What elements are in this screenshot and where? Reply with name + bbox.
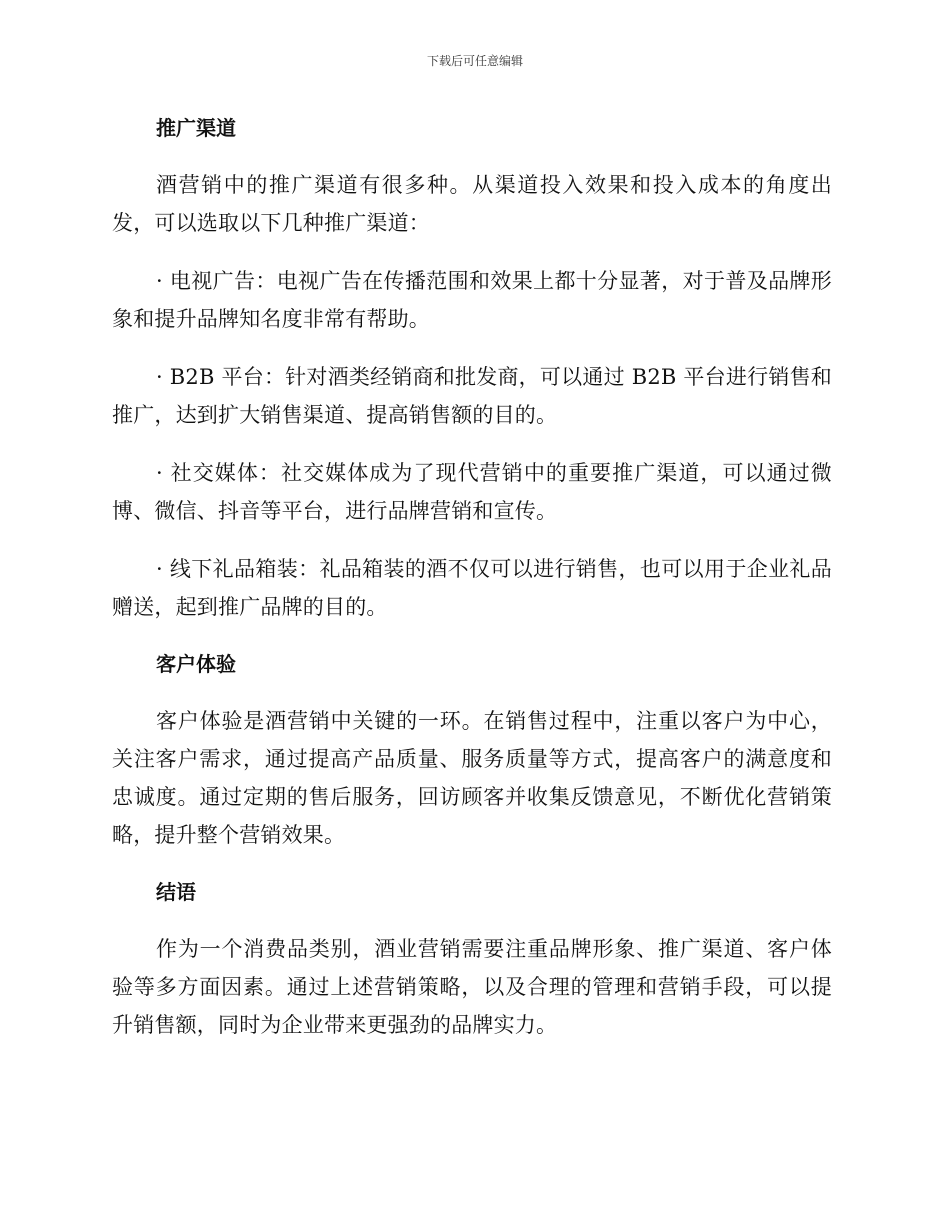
section-heading-conclusion: 结语	[156, 880, 196, 904]
promotion-intro-paragraph: 酒营销中的推广渠道有很多种。从渠道投入效果和投入成本的角度出发，可以选取以下几种推广渠道：	[112, 173, 832, 235]
conclusion-paragraph: 作为一个消费品类别，酒业营销需要注重品牌形象、推广渠道、客户体验等多方面因素。通过上述营销策略，以及合理的管理和营销手段，可以提升销售额，同时为企业带来更强劲的品牌实力。	[112, 937, 832, 1037]
bullet-item-social-media: · 社交媒体：社交媒体成为了现代营销中的重要推广渠道，可以通过微博、微信、抖音等平台，进行品牌营销和宣传。	[112, 461, 832, 523]
bullet-item-gift-box: · 线下礼品箱装：礼品箱装的酒不仅可以进行销售，也可以用于企业礼品赠送，起到推广品牌的目的。	[112, 557, 832, 619]
bullet-item-tv-ads: · 电视广告：电视广告在传播范围和效果上都十分显著，对于普及品牌形象和提升品牌知名度非常有帮助。	[112, 269, 832, 331]
page-header-note: 下载后可任意编辑	[426, 54, 523, 68]
document-body	[112, 108, 832, 1044]
section-heading-promotion: 推广渠道	[156, 116, 236, 140]
section-heading-experience: 客户体验	[156, 652, 236, 676]
bullet-item-b2b-platform: · B2B 平台：针对酒类经销商和批发商，可以通过 B2B 平台进行销售和推广，达到扩大销售渠道、提高销售额的目的。	[112, 365, 832, 427]
experience-paragraph: 客户体验是酒营销中关键的一环。在销售过程中，注重以客户为中心，关注客户需求，通过提高产品质量、服务质量等方式，提高客户的满意度和忠诚度。通过定期的售后服务，回访顾客并收集反馈意见，不断优化营销策略，提升整个营销效果。	[112, 709, 832, 847]
